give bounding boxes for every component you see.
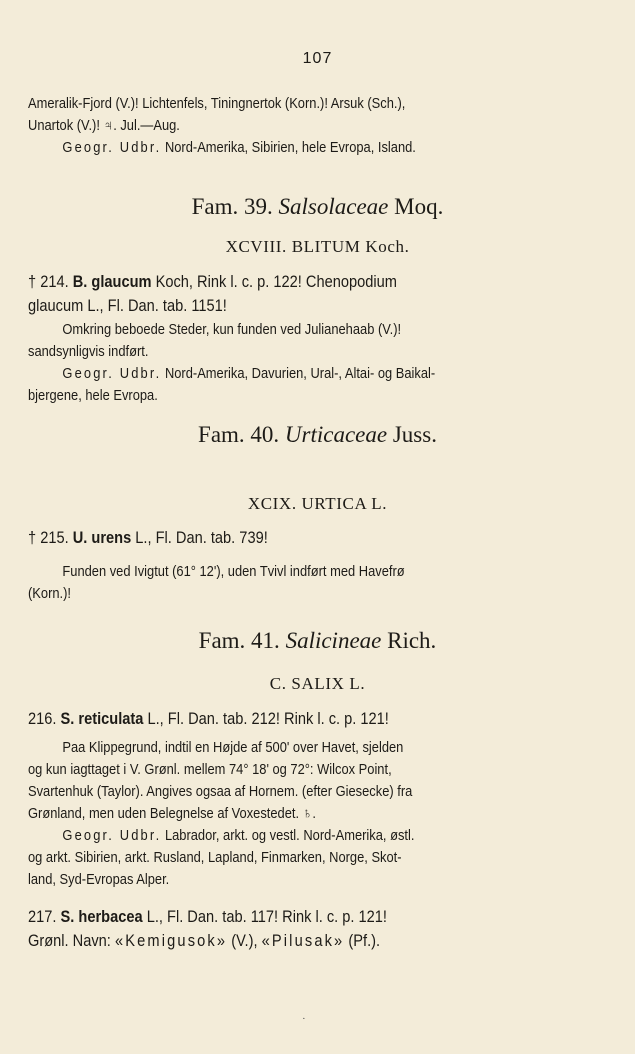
species-ref: L., Fl. Dan. tab. 212! Rink l. c. p. 121! <box>147 709 389 728</box>
family-prefix: Fam. 41. <box>198 628 280 653</box>
family-prefix: Fam. 39. <box>191 194 273 219</box>
family-heading-39 <box>0 194 635 220</box>
species-number: 217. <box>28 907 57 926</box>
species-217-line-1 <box>28 905 520 929</box>
vernacular-name-1: «Kemigusok» <box>114 931 228 950</box>
intro-block <box>28 93 520 159</box>
genus-heading-99: XCIX. URTICA L. <box>247 494 388 513</box>
species-216-text <box>28 737 520 891</box>
geo-label: Geogr. Udbr. <box>62 827 162 844</box>
species-ref: Koch, Rink l. c. p. 122! Chenopodium <box>155 272 397 291</box>
habitat-line-1: Funden ved Ivigtut (61° 12'), uden Tvivl indført med Havefrø <box>62 563 405 580</box>
species-ref: L., Fl. Dan. tab. 117! Rink l. c. p. 121! <box>146 907 387 926</box>
species-ref: L., Fl. Dan. tab. 739! <box>135 528 268 547</box>
geo-label: Geogr. Udbr. <box>62 365 162 382</box>
bottom-mark: · <box>302 1013 306 1025</box>
species-216 <box>28 707 520 731</box>
habitat-line-4: Grønland, men uden Belegnelse af Voxestedet. ♄. <box>28 805 316 822</box>
vernacular-name-2: «Pilusak» <box>261 931 345 950</box>
species-215 <box>28 526 520 550</box>
habitat-line-1: Paa Klippegrund, indtil en Højde af 500' over Havet, sjelden <box>62 739 404 756</box>
family-heading-40 <box>0 422 635 448</box>
habitat-line-2: (Korn.)! <box>28 585 72 602</box>
family-name: Urticaceae <box>284 422 388 447</box>
page-number: 107 <box>302 50 333 67</box>
habitat-line-2: og kun iagttaget i V. Grønl. mellem 74° 18' og 72°: Wilcox Point, <box>28 761 392 778</box>
species-215-text <box>28 561 520 605</box>
habitat-line-3: Svartenhuk (Taylor). Angives ogsaa af Hornem. (efter Giesecke) fra <box>28 783 413 800</box>
habitat-line-2: sandsynligvis indført. <box>28 343 149 360</box>
vernacular-label: Grønl. Navn: <box>28 931 111 950</box>
geo-line-1 <box>28 363 520 385</box>
species-214-text <box>28 319 520 407</box>
geo-line-3: land, Syd-Evropas Alper. <box>28 871 170 888</box>
species-217 <box>28 905 520 953</box>
family-author: Juss. <box>392 422 437 447</box>
geo-text: Nord-Amerika, Sibirien, hele Evropa, Island. <box>164 139 416 156</box>
species-214 <box>28 270 520 318</box>
geo-line-2: og arkt. Sibirien, arkt. Rusland, Lapland, Finmarken, Norge, Skot- <box>28 849 402 866</box>
geo-text: Nord-Amerika, Davurien, Ural-, Altai- og Baikal- <box>164 365 436 382</box>
geo-line-1 <box>28 825 520 847</box>
geo-label: Geogr. Udbr. <box>62 139 162 156</box>
species-name: B. glaucum <box>72 272 152 291</box>
family-author: Rich. <box>387 628 437 653</box>
species-214-line-2: glaucum L., Fl. Dan. tab. 1151! <box>28 296 227 315</box>
species-number: 216. <box>28 709 57 728</box>
species-number: † 215. <box>28 528 69 547</box>
species-215-line-1 <box>28 526 520 550</box>
geo-text: Labrador, arkt. og vestl. Nord-Amerika, østl. <box>164 827 415 844</box>
species-name: S. reticulata <box>60 709 144 728</box>
intro-line-2: Unartok (V.)! ♃. Jul.—Aug. <box>28 117 180 134</box>
family-heading-41 <box>0 628 635 654</box>
species-217-line-2 <box>28 929 520 953</box>
geo-line-2: bjergene, hele Evropa. <box>28 387 158 404</box>
family-name: Salsolaceae <box>278 194 389 219</box>
species-216-line-1 <box>28 707 520 731</box>
genus-heading-98: XCVIII. BLITUM Koch. <box>225 237 410 256</box>
species-number: † 214. <box>28 272 69 291</box>
intro-line-1: Ameralik-Fjord (V.)! Lichtenfels, Tiningnertok (Korn.)! Arsuk (Sch.), <box>28 95 406 112</box>
species-name: S. herbacea <box>60 907 143 926</box>
genus-heading-100: C. SALIX L. <box>269 674 366 693</box>
intro-geo <box>28 137 520 159</box>
family-prefix: Fam. 40. <box>198 422 280 447</box>
family-name: Salicineae <box>285 628 382 653</box>
species-214-line-1 <box>28 270 520 294</box>
vernacular-source-1: (V.), <box>231 931 258 950</box>
species-name: U. urens <box>72 528 132 547</box>
vernacular-source-2: (Pf.). <box>348 931 381 950</box>
family-author: Moq. <box>394 194 444 219</box>
habitat-line-1: Omkring beboede Steder, kun funden ved Julianehaab (V.)! <box>62 321 402 338</box>
